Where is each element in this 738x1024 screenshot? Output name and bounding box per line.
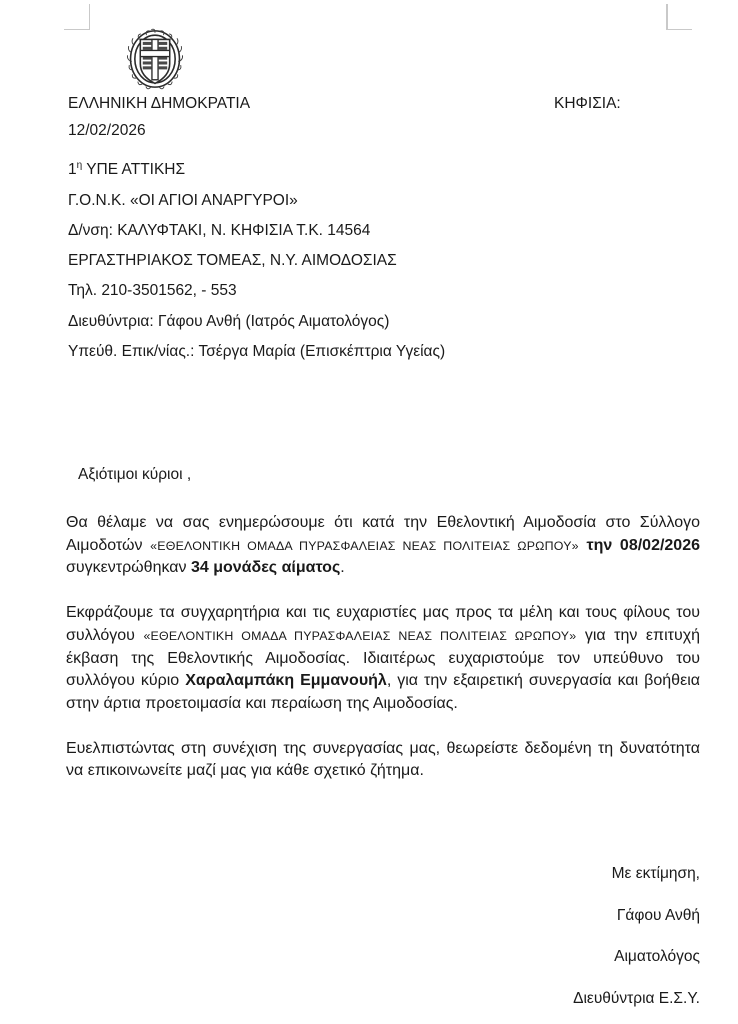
- signature-position: Διευθύντρια Ε.Σ.Υ.: [573, 989, 700, 1007]
- p2-part3: , για την εξαιρετική συνεργασία και βοήθεια στην άρτια προετοιμασία και περαίωση της Αιμοδοσίας.: [66, 672, 701, 713]
- crop-mark-top-right: [666, 4, 692, 30]
- paragraph-three: Ευελπιστώντας στη συνέχιση της συνεργασίας μας, θεωρείστε δεδομένη τη δυνατότητα να επικοινωνείτε μαζί μας για κάθε σχετικό ζήτημα.: [66, 739, 700, 780]
- paragraph-one: [66, 512, 700, 580]
- p1-units-collected: 34 μονάδες αίματος: [190, 559, 341, 577]
- p2-part1: Εκφράζουμε τα συγχαρητήρια και τις ευχαριστίες μας προς τα μέλη και τους φίλους του συλλόγου: [66, 604, 700, 644]
- health-region-suffix: η: [76, 160, 83, 172]
- salutation: Αξιότιμοι κύριοι ,: [78, 466, 192, 483]
- p1-part2: την: [578, 536, 620, 554]
- p1-organization: «ΕΘΕΛΟΝΤΙΚΗ ΟΜΑΔΑ ΠΥΡΑΣΦΑΛΕΙΑΣ ΝΕΑΣ ΠΟΛΙΤΕΙΑΣ ΩΡΩΠΟΥ»: [150, 538, 579, 553]
- p1-part3: συγκεντρώθηκαν: [66, 559, 191, 577]
- p2-part2: για την επιτυχή έκβαση της Εθελοντικής Αιμοδοσίας. Ιδιαιτέρως ευχαριστούμε τον υπεύθυνο του συλλόγου κύριο: [66, 626, 701, 690]
- hospital-name: Γ.Ο.Ν.Κ. «ΟΙ ΑΓΙΟΙ ΑΝΑΡΓΥΡΟΙ»: [68, 191, 298, 209]
- crop-mark-top-left: [64, 4, 90, 30]
- p1-event-date: 08/02/2026: [619, 536, 700, 554]
- signature-closing: Με εκτίμηση,: [611, 865, 700, 882]
- city-label: ΚΗΦΙΣΙΑ:: [554, 95, 621, 112]
- signature-block: [573, 866, 700, 1006]
- hospital-address: Δ/νση: ΚΑΛΥΦΤΑΚΙ, Ν. ΚΗΦΙΣΙΑ Τ.Κ. 14564: [68, 221, 371, 239]
- p2-organization: «ΕΘΕΛΟΝΤΙΚΗ ΟΜΑΔΑ ΠΥΡΑΣΦΑΛΕΙΑΣ ΝΕΑΣ ΠΟΛΙΤΕΙΑΣ ΩΡΩΠΟΥ»: [143, 628, 577, 643]
- signature-name: Γάφου Ανθή: [616, 906, 700, 924]
- document-date: 12/02/2026: [68, 122, 146, 140]
- paragraph-two: [66, 602, 700, 716]
- letterhead: [68, 96, 698, 374]
- p2-person-name: Χαραλαμπάκη Εμμανουήλ: [185, 672, 387, 690]
- letter-body: [66, 466, 700, 783]
- health-region-row: [68, 162, 698, 178]
- coat-of-arms-icon: [124, 26, 186, 92]
- hospital-department: ΕΡΓΑΣΤΗΡΙΑΚΟΣ ΤΟΜΕΑΣ, Ν.Υ. ΑΙΜΟΔΟΣΙΑΣ: [68, 252, 397, 270]
- p1-part4: .: [340, 559, 345, 577]
- letterhead-authority-row: [68, 96, 698, 112]
- p1-part1: Θα θέλαμε να σας ενημερώσουμε ότι κατά την Εθελοντική Αιμοδοσία στο Σύλλογο Αιμοδοτών: [66, 514, 700, 554]
- signature-specialty: Αιματολόγος: [614, 948, 700, 965]
- authority-name: ΕΛΛΗΝΙΚΗ ΔΗΜΟΚΡΑΤΙΑ: [68, 95, 251, 112]
- hospital-phone: Τηλ. 210-3501562, - 553: [68, 282, 237, 300]
- contact-person-line: Υπεύθ. Επικ/νίας.: Τσέργα Μαρία (Επισκέπτρια Υγείας): [68, 342, 446, 360]
- health-region-name: ΥΠΕ ΑΤΤΙΚΗΣ: [86, 161, 186, 179]
- director-line: Διευθύντρια: Γάφου Ανθή (Ιατρός Αιματολόγος): [68, 312, 390, 330]
- health-region-number: 1: [68, 161, 77, 179]
